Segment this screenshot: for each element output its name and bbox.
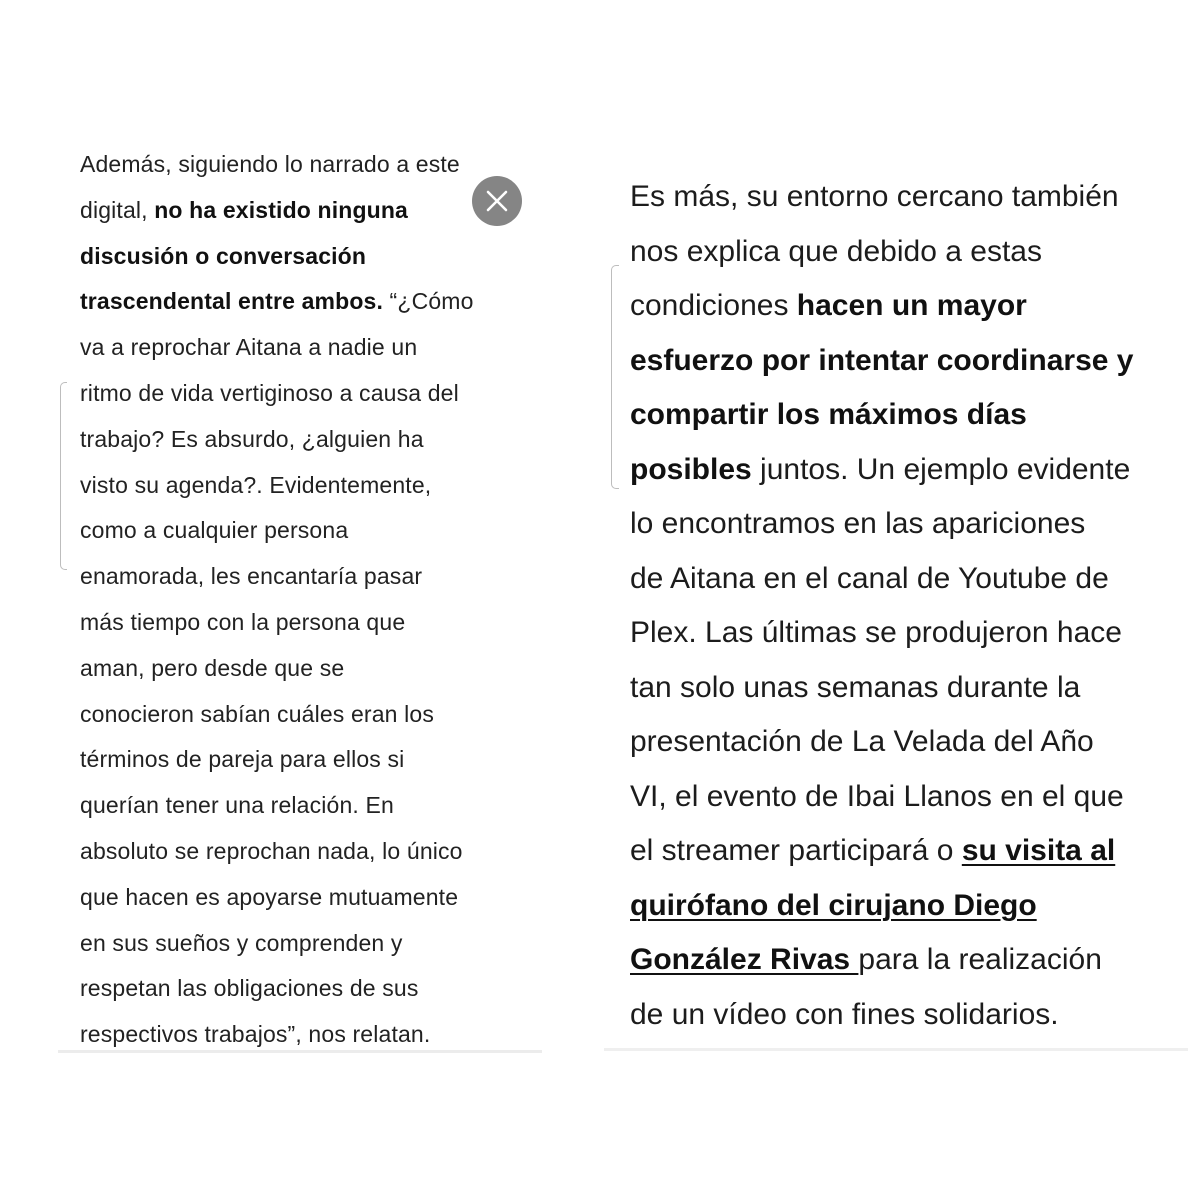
text-run: juntos. Un ejemplo evidente lo encontramos en las apariciones de Aitana en el canal de Youtube de Plex. Las últimas se produjeron hace tan solo unas semanas durante la presentación de La Velada del Año VI, el evento de Ibai Llanos en el que el streamer participará o (630, 452, 1131, 867)
bold-text-run: hacen un mayor esfuerzo por intentar coordinarse y compartir los máximos días posibles (630, 289, 1134, 486)
close-button[interactable] (472, 176, 522, 226)
close-icon (485, 189, 509, 213)
right-article-screenshot (604, 160, 1188, 1051)
left-article-paragraph (80, 142, 550, 1058)
text-run: Además, siguiendo lo narrado a este digital, (80, 151, 460, 223)
right-article-paragraph (630, 170, 1190, 1042)
bold-text-run: no ha existido ninguna discusión o conversación trascendental entre ambos. (80, 196, 408, 315)
text-run: “¿Cómo va a reprochar Aitana a nadie un ritmo de vida vertiginoso a causa del trabajo? Es absurdo, ¿alguien ha visto su agenda?. Evidentemente, como a cualquier persona enamorada, les encantaría pasar más tiempo con la persona que aman, pero desde que se conocieron sabían cuáles eran los términos de pareja para ellos si querían tener una relación. En absoluto se reprochan nada, lo único que hacen es apoyarse mutuamente en sus sueños y comprenden y respetan las obligaciones de sus respectivos trabajos”, nos relatan. (80, 288, 474, 1048)
text-run: Es más, su entorno cercano también nos explica que debido a estas condiciones (630, 180, 1119, 322)
text-run: para la realización de un vídeo con fines solidarios. (630, 943, 1102, 1031)
left-article-screenshot (58, 130, 542, 1053)
article-link[interactable]: su visita al quirófano del cirujano Diego González Rivas (630, 834, 1116, 976)
scroll-bracket (60, 382, 67, 570)
scroll-bracket (611, 265, 619, 489)
